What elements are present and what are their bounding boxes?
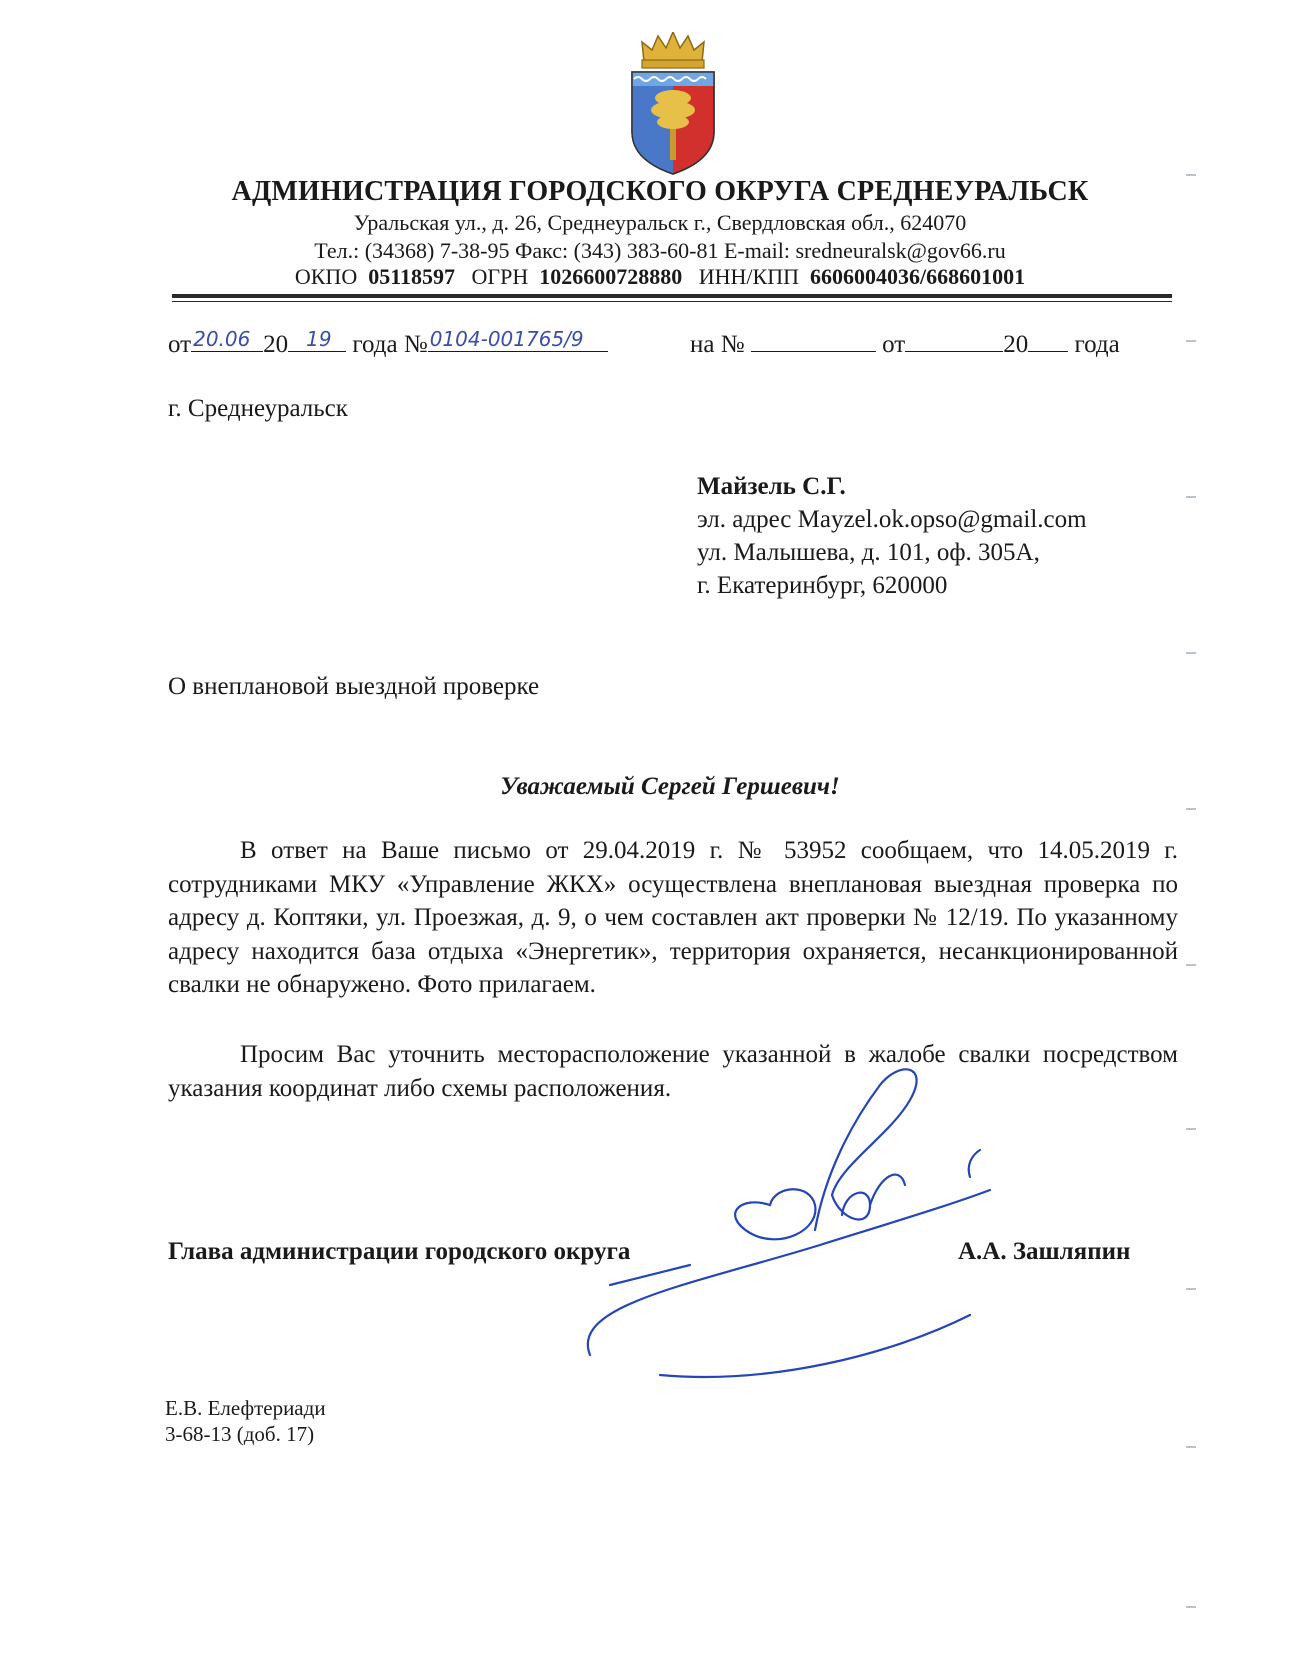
signatory-title: Глава администрации городского округа [168, 1238, 631, 1265]
ref-number-field [428, 325, 608, 352]
reply-number-field [751, 325, 876, 352]
recipient-address-line2: г. Екатеринбург, 620000 [697, 572, 948, 599]
executor-phone: 3-68-13 (доб. 17) [165, 1422, 315, 1446]
recipient-address-line1: ул. Малышева, д. 101, оф. 305А, [697, 539, 1040, 566]
ref-number-handwritten: 0104-001765/9 [429, 327, 584, 351]
reply-year-prefix: 20 [1003, 331, 1029, 358]
margin-mark [1186, 174, 1196, 176]
ref-date-handwritten: 20.06 [193, 327, 251, 351]
greeting: Уважаемый Сергей Гершевич! [500, 773, 840, 800]
incoming-reference [690, 325, 1120, 359]
reply-from-label: от [882, 331, 906, 358]
reply-year-label: года [1074, 331, 1120, 358]
ref-date-field [191, 325, 263, 352]
organization-contacts: Тел.: (34368) 7-38-95 Факс: (343) 383-60-81 E-mail: sredneuralsk@gov66.ru [314, 238, 1006, 263]
organization-address: Уральская ул., д. 26, Среднеуральск г., Свердловская обл., 624070 [353, 210, 967, 235]
inn-label: ИНН/КПП [698, 264, 799, 289]
handwritten-signature [570, 1055, 1010, 1385]
recipient-name: Майзель С.Г. [697, 473, 846, 500]
margin-mark [1186, 964, 1196, 966]
outgoing-reference [168, 325, 608, 359]
reply-date-field [905, 325, 1003, 352]
margin-mark [1186, 496, 1196, 498]
organization-registry [150, 264, 1170, 290]
margin-mark [1186, 1288, 1196, 1290]
ref-year-prefix: 20 [263, 331, 289, 358]
reply-number-label: на № [690, 331, 745, 358]
okpo-label: ОКПО [294, 264, 358, 289]
reply-year-field [1028, 325, 1068, 352]
margin-mark [1186, 1446, 1196, 1448]
margin-mark [1186, 1606, 1196, 1608]
letter-subject: О внеплановой выездной проверке [168, 673, 540, 700]
margin-mark [1186, 340, 1196, 342]
recipient-email: эл. адрес Mayzel.ok.opso@gmail.com [697, 506, 1087, 533]
coat-of-arms-icon [626, 32, 720, 177]
city: г. Среднеуральск [168, 395, 348, 422]
ogrn-label: ОГРН [471, 264, 529, 289]
ref-year-field [288, 325, 346, 352]
header-divider-thick [172, 294, 1172, 298]
ref-number-label: года № [352, 331, 428, 358]
inn-value: 6606004036/668601001 [809, 264, 1026, 289]
body-paragraph-1: В ответ на Ваше письмо от 29.04.2019 г. № 53952 сообщаем, что 14.05.2019 г. сотрудниками МКУ «Управление ЖКХ» осуществлена внеплановая выездная проверка по адресу д. Коптяки, ул. Проезжая, д. 9, о чем составлен акт проверки № 12/19. По указанному адресу находится база отдыха «Энергетик», территория охраняется, несанкционированной свалки не обнаружено. Фото прилагаем. [168, 837, 1178, 999]
executor-name: Е.В. Елефтериади [165, 1396, 326, 1420]
body-paragraph-2: Просим Вас уточнить месторасположение указанной в жалобе свалки посредством указания координат либо схемы расположения. [168, 1041, 1178, 1102]
margin-mark [1186, 808, 1196, 810]
ogrn-value: 1026600728880 [539, 264, 683, 289]
margin-mark [1186, 652, 1196, 654]
ref-from-label: от [168, 331, 192, 358]
header-divider-thin [172, 301, 1172, 302]
okpo-value: 05118597 [368, 264, 456, 289]
organization-name: АДМИНИСТРАЦИЯ ГОРОДСКОГО ОКРУГА СРЕДНЕУРАЛЬСК [231, 176, 1089, 207]
signatory-name: А.А. Зашляпин [958, 1238, 1131, 1265]
ref-year-handwritten: 19 [306, 327, 332, 351]
margin-mark [1186, 1128, 1196, 1130]
